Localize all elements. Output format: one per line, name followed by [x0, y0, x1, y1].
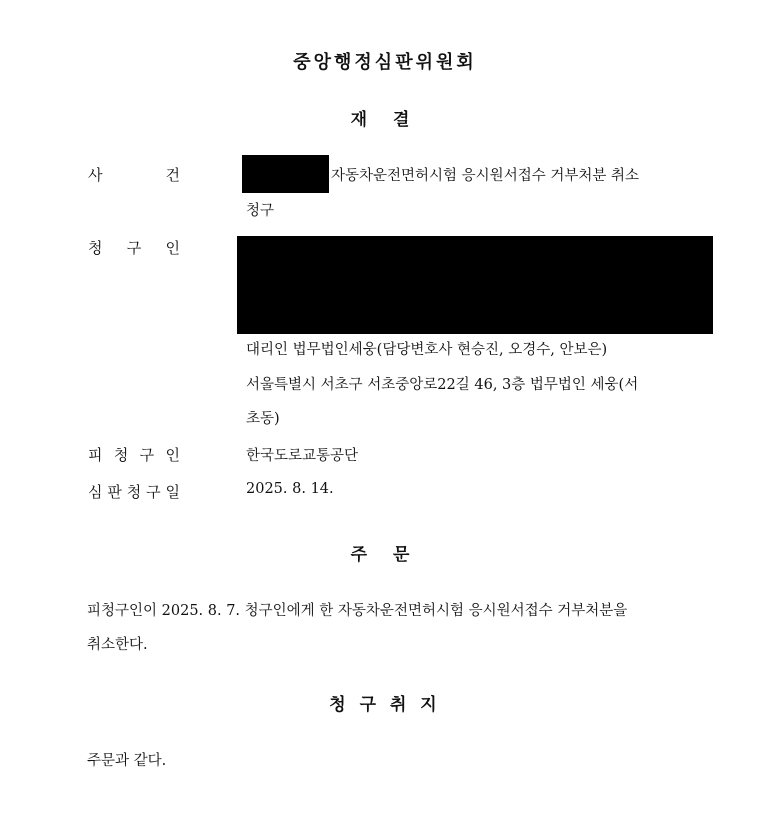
redacted-case-number — [242, 155, 329, 193]
filing-date-value: 2025. 8. 14. — [246, 481, 334, 497]
respondent-label-char: 청 — [113, 446, 129, 464]
respondent-label-char: 인 — [165, 446, 180, 464]
case-label-char: 사 — [88, 166, 103, 184]
order-text: 피청구인이 2025. 8. 7. 청구인에게 한 자동차운전면허시험 응시원서접수 거부처분을 — [87, 603, 628, 619]
respondent-label — [88, 444, 180, 465]
claimant-label — [88, 237, 180, 258]
claimant-agent-address-continued: 초동) — [246, 411, 280, 427]
claimant-label-char: 구 — [126, 239, 142, 257]
case-value-continued: 청구 — [246, 203, 275, 219]
order-text-continued: 취소한다. — [87, 637, 148, 653]
respondent-value: 한국도로교통공단 — [246, 448, 359, 464]
org-title: 중앙행정심판위원회 — [293, 52, 477, 73]
filing-date-label-char: 판 — [107, 483, 122, 501]
respondent-label-char: 구 — [139, 446, 155, 464]
respondent-label-char: 피 — [88, 446, 103, 464]
filing-date-label-char: 심 — [88, 483, 103, 501]
claim-purport-text: 주문과 같다. — [87, 753, 167, 769]
filing-date-label-char: 구 — [146, 483, 161, 501]
case-label-char: 건 — [165, 166, 180, 184]
document-title: 재 결 — [350, 110, 420, 130]
filing-date-label — [88, 481, 180, 502]
filing-date-label-char: 청 — [126, 483, 142, 501]
filing-date-label-char: 일 — [165, 483, 180, 501]
redacted-claimant-info — [237, 236, 713, 334]
claim-purport-heading: 청 구 취 지 — [329, 695, 441, 715]
case-value: 자동차운전면허시험 응시원서접수 거부처분 취소 — [331, 168, 639, 184]
claimant-agent: 대리인 법무법인세웅(담당변호사 현승진, 오경수, 안보은) — [246, 342, 608, 358]
claimant-agent-address: 서울특별시 서초구 서초중앙로22길 46, 3층 법무법인 세웅(서 — [246, 377, 639, 393]
order-heading: 주 문 — [350, 545, 420, 565]
case-label — [88, 164, 180, 185]
claimant-label-char: 청 — [88, 239, 103, 257]
claimant-label-char: 인 — [165, 239, 180, 257]
